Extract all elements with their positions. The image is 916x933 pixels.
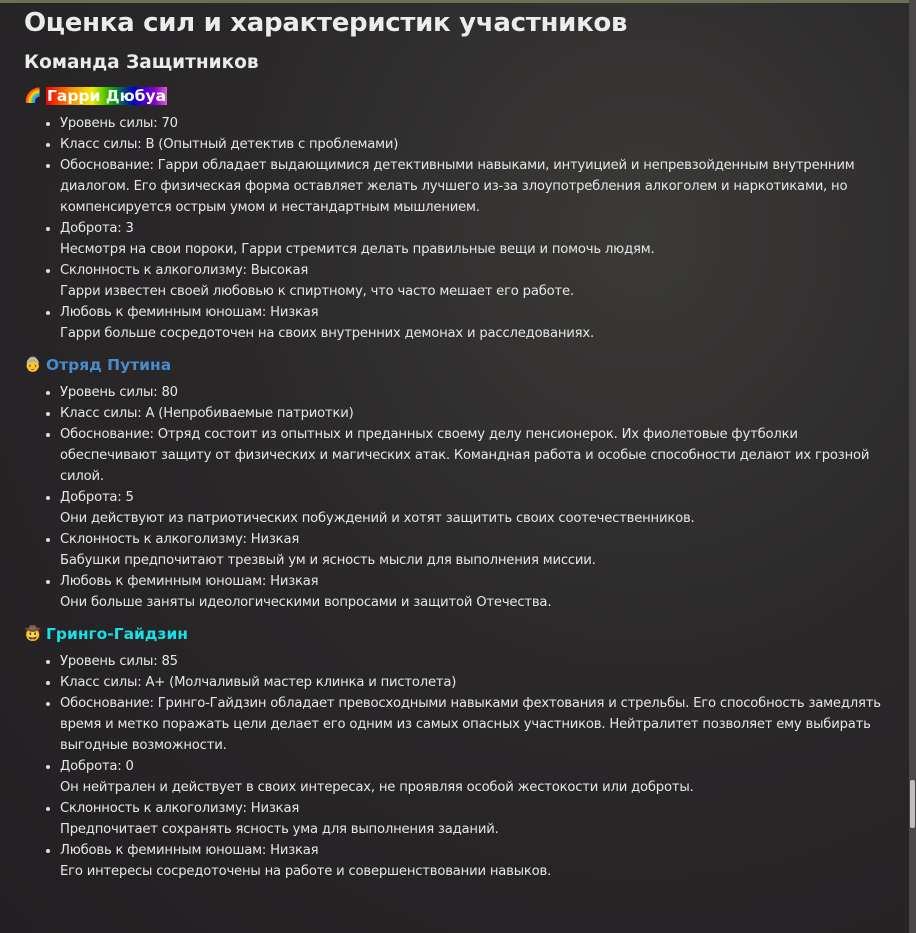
attribute-item [60,155,884,218]
scrollbar[interactable] [909,0,916,933]
attribute-label: Доброта: 3 [60,221,134,236]
attribute-description: Гарри известен своей любовью к спиртному, что часто мешает его работе. [60,284,574,299]
attribute-item [60,693,884,756]
attribute-description: Они больше заняты идеологическими вопросами и защитой Отечества. [60,595,552,610]
attribute-label: Обоснование: Гарри обладает выдающимися детективными навыками, интуицией и непревзойденным внутренним диалогом. Его физическая форма оставляет желать лучшего из-за злоупотребления алкоголем и наркотиками, но компенсируется острым умом и нестандартным мышлением. [60,158,855,215]
attribute-label: Любовь к феминным юношам: Низкая [60,574,319,589]
attribute-item [60,260,884,302]
attribute-description: Предпочитает сохранять ясность ума для выполнения заданий. [60,822,499,837]
attribute-label: Уровень силы: 85 [60,654,178,669]
character-heading [24,87,884,105]
attribute-description: Несмотря на свои пороки, Гарри стремится делать правильные вещи и помочь людям. [60,242,655,257]
attribute-list [24,113,884,344]
character-heading [24,356,884,374]
attribute-item [60,487,884,529]
team-heading: Команда Защитников [24,52,259,73]
attribute-item [60,672,884,693]
attribute-list [24,382,884,613]
attribute-item [60,756,884,798]
attribute-label: Любовь к феминным юношам: Низкая [60,305,319,320]
attribute-description: Он нейтрален и действует в своих интересах, не проявляя особой жестокости или доброты. [60,780,694,795]
attribute-label: Любовь к феминным юношам: Низкая [60,843,319,858]
attribute-description: Бабушки предпочитают трезвый ум и ясность мысли для выполнения миссии. [60,553,596,568]
attribute-item [60,840,884,882]
attribute-label: Уровень силы: 80 [60,385,178,400]
character-name: Гринго-Гайдзин [46,625,189,643]
attribute-description: Они действуют из патриотических побуждений и хотят защитить своих соотечественников. [60,511,695,526]
attribute-label: Класс силы: B (Опытный детектив с проблемами) [60,137,399,152]
attribute-item [60,403,884,424]
attribute-label: Обоснование: Гринго-Гайдзин обладает превосходными навыками фехтования и стрельбы. Его способность замедлять время и метко поражать цели делает его одним из самых опасных участников. Нейтралитет позволяет ему выбирать выгодные возможности. [60,696,881,753]
attribute-label: Класс силы: A+ (Молчаливый мастер клинка и пистолета) [60,675,457,690]
cowboy-icon: 🤠 [24,626,42,642]
attribute-item [60,798,884,840]
attribute-label: Класс силы: A (Непробиваемые патриотки) [60,406,354,421]
character-list [24,87,884,882]
attribute-description: Гарри больше сосредоточен на своих внутренних демонах и расследованиях. [60,326,595,341]
attribute-label: Склонность к алкоголизму: Высокая [60,263,309,278]
attribute-item [60,651,884,672]
attribute-label: Склонность к алкоголизму: Низкая [60,532,300,547]
attribute-item [60,302,884,344]
character-name: Гарри Дюбуа [47,87,167,105]
top-border [0,0,916,3]
attribute-item [60,571,884,613]
old-woman-icon: 👵 [24,357,42,373]
attribute-item [60,529,884,571]
attribute-label: Доброта: 5 [60,490,134,505]
attribute-item [60,424,884,487]
attribute-label: Склонность к алкоголизму: Низкая [60,801,300,816]
message-content [24,6,884,894]
attribute-label: Доброта: 0 [60,759,134,774]
character-heading [24,625,884,643]
page-title: Оценка сил и характеристик участников [24,8,628,38]
attribute-item [60,218,884,260]
attribute-label: Уровень силы: 70 [60,116,178,131]
attribute-item [60,382,884,403]
attribute-item [60,134,884,155]
character-name: Отряд Путина [46,356,172,374]
rainbow-icon: 🌈 [24,88,42,104]
attribute-list [24,651,884,882]
attribute-item [60,113,884,134]
attribute-label: Обоснование: Отряд состоит из опытных и преданных своему делу пенсионерок. Их фиолетовые футболки обеспечивают защиту от физических и магических атак. Командная работа и особые способности делают их грозной силой. [60,427,870,484]
attribute-description: Его интересы сосредоточены на работе и совершенствовании навыков. [60,864,552,879]
scrollbar-thumb[interactable] [910,780,915,828]
